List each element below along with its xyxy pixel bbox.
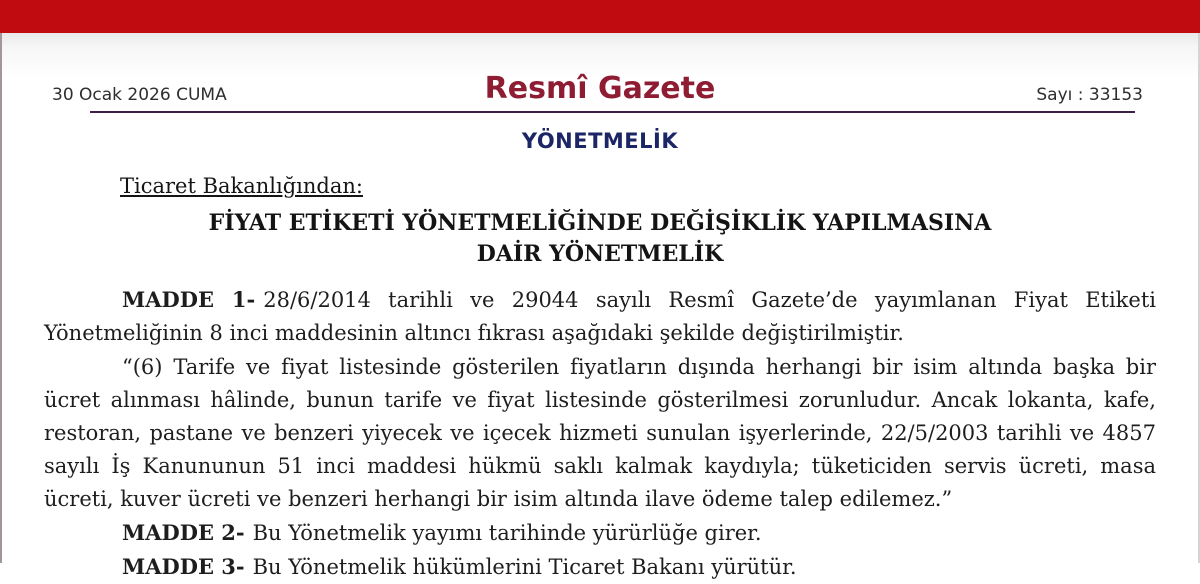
article-paragraph-1 — [44, 283, 1156, 350]
article-3-label: MADDE 3- — [122, 554, 245, 579]
gazette-page — [0, 33, 1200, 579]
regulation-title-line1: FİYAT ETİKETİ YÖNETMELİĞİNDE DEĞİŞİKLİK YAPILMASINA — [208, 210, 992, 236]
masthead-title: Resmî Gazete — [484, 71, 716, 106]
regulation-body — [2, 283, 1198, 584]
article-2-text: Bu Yönetmelik yayımı tarihinde yürürlüğe girer. — [252, 521, 762, 545]
article-1-text: 28/6/2014 tarihli ve 29044 sayılı Resmî Gazete’de yayımlanan Fiyat Etiketi Yönetmeliğinin 8 inci maddesinin altıncı fıkrası aşağıdaki şekilde değiştirilmiştir. — [44, 288, 1156, 345]
top-red-bar — [0, 0, 1200, 33]
header-divider — [90, 111, 1135, 113]
issue-number: Sayı : 33153 — [1036, 85, 1143, 105]
article-quote-text: “(6) Tarife ve fiyat listesinde gösterilen fiyatların dışında herhangi bir isim altında başka bir ücret alınması hâlinde, bunun tarife ve fiyat listesinde gösterilmesi zorunludur. Ancak lokanta, kafe, restoran, pastane ve benzeri yiyecek ve içecek hizmeti sunulan işyerlerinde, 22/5/2003 tarihli ve 4857 sayılı İş Kanununun 51 inci maddesi hükmü saklı kalmak kaydıyla; tüketiciden servis ücreti, masa ücreti, kuver ücreti ve benzeri herhangi bir isim altında ilave ödeme talep edilemez.” — [44, 355, 1156, 511]
article-1-label: MADDE 1- — [122, 287, 256, 312]
article-paragraph-quote — [44, 350, 1156, 516]
section-heading: YÖNETMELİK — [521, 129, 679, 153]
article-paragraph-3 — [44, 550, 1156, 584]
issuing-authority: Ticaret Bakanlığından: — [120, 174, 363, 198]
document-content — [2, 129, 1198, 584]
article-paragraph-2 — [44, 516, 1156, 550]
article-3-text: Bu Yönetmelik hükümlerini Ticaret Bakanı yürütür. — [252, 555, 797, 579]
regulation-title-line2: DAİR YÖNETMELİK — [476, 241, 724, 267]
article-2-label: MADDE 2- — [122, 520, 245, 545]
issue-date: 30 Ocak 2026 CUMA — [52, 85, 227, 105]
